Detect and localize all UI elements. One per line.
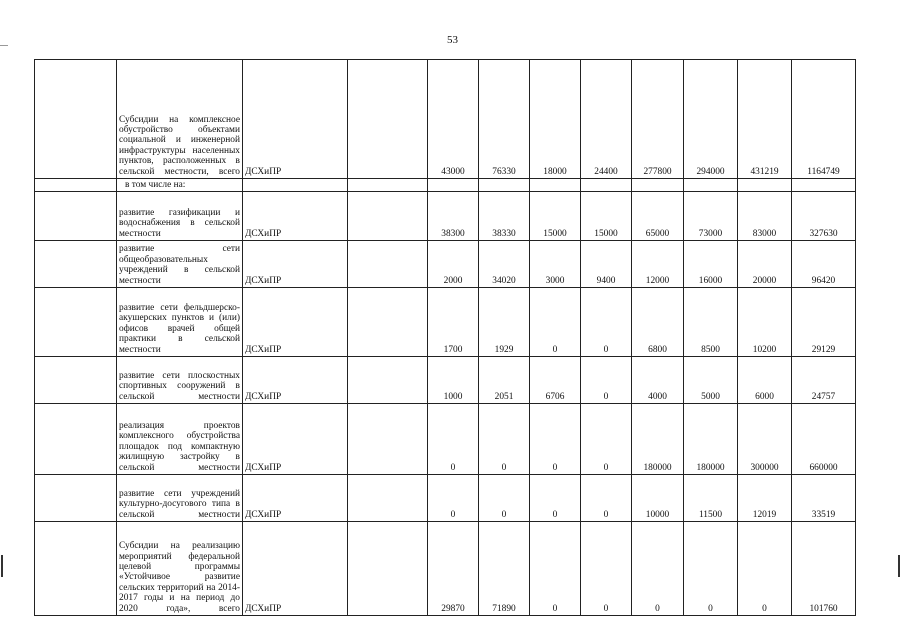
value-cell: 660000 [792,404,856,475]
value-cell: 1164749 [792,60,856,179]
value-cell: 2051 [479,357,530,404]
empty-cell [348,60,428,179]
row-description: развитие сети общеобразовательных учреждений в сельской местности [117,241,243,288]
value-cell: 96420 [792,241,856,288]
value-cell: 0 [684,522,738,616]
value-cell: 12019 [738,475,792,522]
value-cell [738,179,792,192]
value-cell [684,179,738,192]
value-cell: 1000 [428,357,479,404]
value-cell: 24757 [792,357,856,404]
value-cell: 327630 [792,192,856,241]
value-cell: 6706 [530,357,581,404]
value-cell: 180000 [684,404,738,475]
value-cell: 83000 [738,192,792,241]
value-cell: 29870 [428,522,479,616]
left-margin-tick [0,45,8,46]
empty-cell [348,241,428,288]
value-cell: 38330 [479,192,530,241]
value-cell: 0 [738,522,792,616]
value-cell: 65000 [632,192,684,241]
blank-cell [35,241,117,288]
value-cell: 277800 [632,60,684,179]
value-cell: 0 [530,475,581,522]
value-cell: 0 [530,522,581,616]
row-description: Субсидии на комплексное обустройство объектами социальной и инженерной инфраструктуры населенных пунктов, расположенных в сельской местности, всего [117,60,243,179]
value-cell: 29129 [792,288,856,357]
row-executor: ДСХиПР [243,404,348,475]
left-margin-mark [1,555,3,577]
budget-table [34,59,856,616]
value-cell: 1929 [479,288,530,357]
value-cell: 0 [581,475,632,522]
value-cell: 294000 [684,60,738,179]
row-executor: ДСХиПР [243,288,348,357]
value-cell: 4000 [632,357,684,404]
value-cell: 12000 [632,241,684,288]
value-cell: 15000 [581,192,632,241]
value-cell: 18000 [530,60,581,179]
empty-cell [348,404,428,475]
page-number: 53 [447,34,458,46]
value-cell [581,179,632,192]
blank-cell [35,404,117,475]
value-cell: 8500 [684,288,738,357]
value-cell: 0 [530,404,581,475]
value-cell: 431219 [738,60,792,179]
value-cell: 20000 [738,241,792,288]
value-cell: 0 [581,522,632,616]
value-cell: 34020 [479,241,530,288]
value-cell: 0 [581,288,632,357]
table-row [35,179,856,192]
row-description: развитие сети учреждений культурно-досугового типа в сельской местности [117,475,243,522]
row-executor: ДСХиПР [243,522,348,616]
row-description: в том числе на: [117,179,243,192]
table-row [35,522,856,616]
table-row [35,288,856,357]
value-cell: 9400 [581,241,632,288]
blank-cell [35,288,117,357]
value-cell: 73000 [684,192,738,241]
value-cell [428,179,479,192]
value-cell: 1700 [428,288,479,357]
value-cell: 5000 [684,357,738,404]
value-cell: 10200 [738,288,792,357]
value-cell: 0 [428,404,479,475]
value-cell: 6000 [738,357,792,404]
row-description: реализация проектов комплексного обустройства площадок под компактную жилищную застройку в сельской местности [117,404,243,475]
value-cell: 0 [479,475,530,522]
value-cell: 38300 [428,192,479,241]
value-cell: 43000 [428,60,479,179]
value-cell: 0 [632,522,684,616]
blank-cell [35,357,117,404]
table-row [35,404,856,475]
value-cell: 33519 [792,475,856,522]
blank-cell [35,179,117,192]
value-cell [530,179,581,192]
blank-cell [35,522,117,616]
value-cell [792,179,856,192]
table-row [35,60,856,179]
value-cell: 10000 [632,475,684,522]
table-row [35,241,856,288]
row-executor: ДСХиПР [243,357,348,404]
empty-cell [348,179,428,192]
value-cell: 0 [581,404,632,475]
row-executor: ДСХиПР [243,60,348,179]
value-cell: 101760 [792,522,856,616]
table-row [35,475,856,522]
table-body [35,60,856,616]
blank-cell [35,192,117,241]
value-cell: 0 [479,404,530,475]
value-cell: 300000 [738,404,792,475]
row-description: развитие сети фельдшерско-акушерских пунктов и (или) офисов врачей общей практики в сельской местности [117,288,243,357]
value-cell: 3000 [530,241,581,288]
blank-cell [35,475,117,522]
value-cell: 180000 [632,404,684,475]
row-executor: ДСХиПР [243,192,348,241]
value-cell: 6800 [632,288,684,357]
empty-cell [348,288,428,357]
value-cell: 15000 [530,192,581,241]
row-executor: ДСХиПР [243,241,348,288]
value-cell: 11500 [684,475,738,522]
value-cell: 71890 [479,522,530,616]
empty-cell [348,192,428,241]
value-cell: 24400 [581,60,632,179]
value-cell [632,179,684,192]
value-cell: 0 [428,475,479,522]
table-row [35,192,856,241]
value-cell: 0 [581,357,632,404]
value-cell [479,179,530,192]
row-description: Субсидии на реализацию мероприятий федеральной целевой программы «Устойчивое развитие сельских территорий на 2014-2017 годы и на период до 2020 года», всего [117,522,243,616]
value-cell: 16000 [684,241,738,288]
row-executor [243,179,348,192]
empty-cell [348,475,428,522]
row-description: развитие сети плоскостных спортивных сооружений в сельской местности [117,357,243,404]
right-margin-mark [898,555,900,577]
value-cell: 0 [530,288,581,357]
blank-cell [35,60,117,179]
table-row [35,357,856,404]
value-cell: 76330 [479,60,530,179]
value-cell: 2000 [428,241,479,288]
empty-cell [348,357,428,404]
empty-cell [348,522,428,616]
row-description: развитие газификации и водоснабжения в сельской местности [117,192,243,241]
row-executor: ДСХиПР [243,475,348,522]
